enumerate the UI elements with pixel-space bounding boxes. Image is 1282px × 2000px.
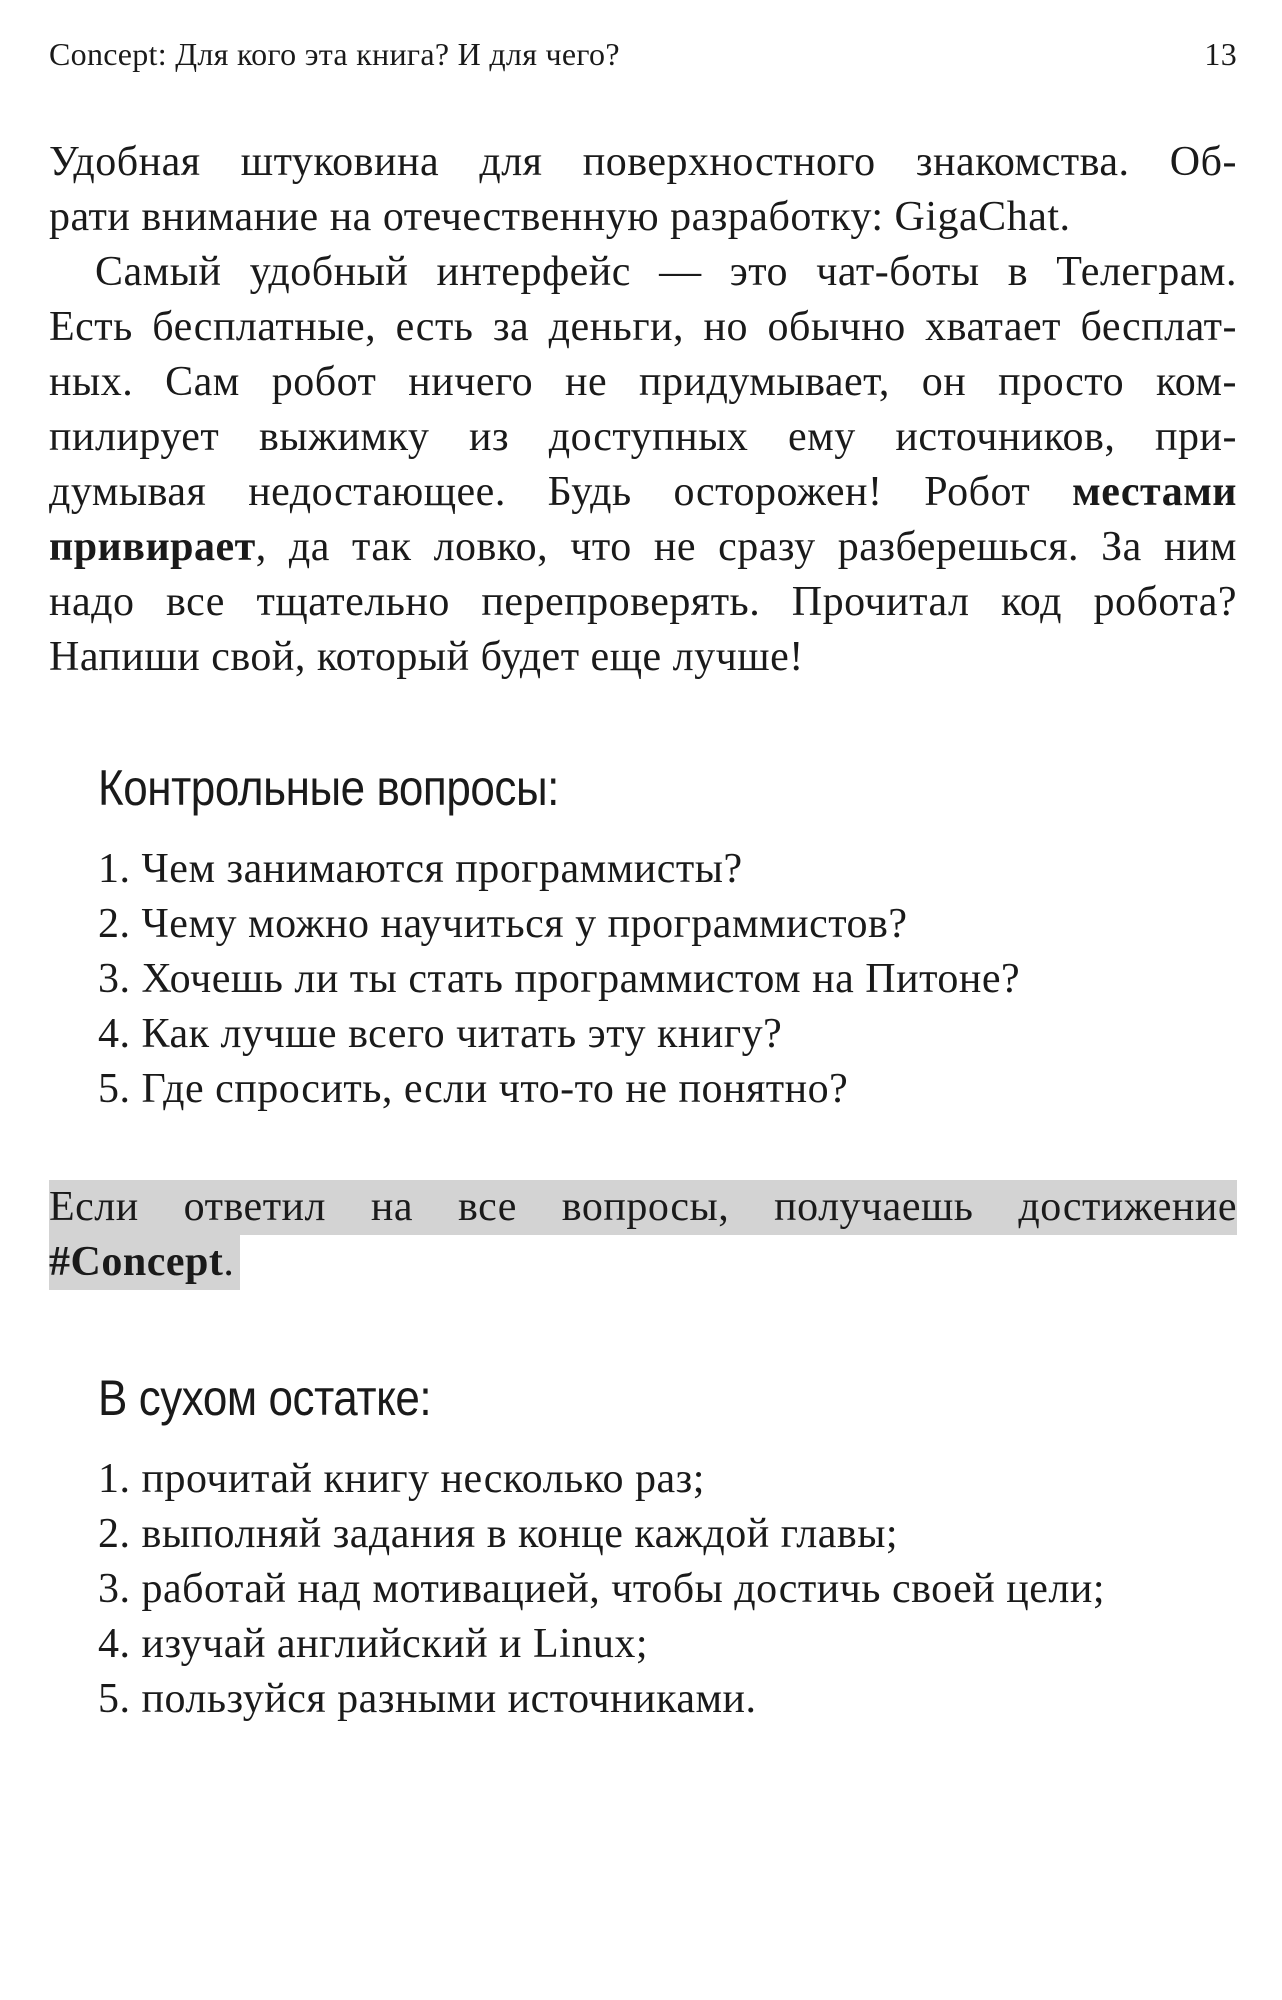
bold-phrase-privirayet: привирает [49, 524, 256, 570]
list-item: 1. Чем занимаются программисты? [98, 846, 743, 892]
paragraph-1-line-2: рати внимание на отечественную разработку: GigaChat. [49, 194, 1071, 240]
paragraph-2-line-4: пилирует выжимку из доступных ему источников, при- [49, 414, 1237, 460]
body-text [49, 135, 1237, 685]
bold-phrase-mestami: местами [1072, 469, 1237, 515]
achievement-line-1: Если ответил на все вопросы, получаешь достижение [49, 1180, 1237, 1235]
achievement-tag: #Concept [49, 1239, 224, 1285]
achievement-line-2 [49, 1235, 240, 1290]
paragraph-2-line-5 [49, 465, 1237, 520]
running-header [49, 32, 1237, 76]
chapter-title: Concept: Для кого эта книга? И для чего? [49, 36, 620, 72]
paragraph-2-line-8: Напиши свой, который будет еще лучше! [49, 634, 804, 680]
paragraph-2-line-5-text: думывая недостающее. Будь осторожен! Робот [49, 469, 1031, 515]
paragraph-2-line-7: надо все тщательно перепроверять. Прочитал код робота? [49, 579, 1237, 625]
list-item: 4. Как лучше всего читать эту книгу? [98, 1011, 783, 1057]
list-item: 2. выполняй задания в конце каждой главы; [98, 1511, 899, 1557]
book-page [49, 0, 1237, 2000]
paragraph-2-line-6-text: , да так ловко, что не сразу разберешься. За ним [255, 524, 1237, 570]
page-number: 13 [1204, 36, 1237, 72]
list-item: 3. работай над мотивацией, чтобы достичь своей цели; [98, 1566, 1105, 1612]
achievement-tail: . [223, 1239, 235, 1285]
list-item: 5. пользуйся разными источниками. [98, 1676, 757, 1722]
section-heading-control-questions: Контрольные вопросы: [98, 760, 559, 816]
section-heading-summary: В сухом остатке: [98, 1370, 432, 1426]
paragraph-1-line-1: Удобная штуковина для поверхностного знакомства. Об- [49, 139, 1237, 185]
list-item: 2. Чему можно научиться у программистов? [98, 901, 908, 947]
paragraph-2-line-6 [49, 520, 1237, 575]
list-item: 5. Где спросить, если что-то не понятно? [98, 1066, 849, 1112]
list-item: 1. прочитай книгу несколько раз; [98, 1456, 705, 1502]
summary-list [98, 1452, 1105, 1727]
achievement-note [49, 1180, 1237, 1290]
paragraph-2-line-1: Самый удобный интерфейс — это чат-боты в Телеграм. [95, 249, 1237, 295]
control-questions-list [98, 842, 1020, 1117]
paragraph-2-line-2: Есть бесплатные, есть за деньги, но обычно хватает бесплат- [49, 304, 1237, 350]
list-item: 4. изучай английский и Linux; [98, 1621, 649, 1667]
list-item: 3. Хочешь ли ты стать программистом на Питоне? [98, 956, 1021, 1002]
paragraph-2-line-3: ных. Сам робот ничего не придумывает, он просто ком- [49, 359, 1237, 405]
